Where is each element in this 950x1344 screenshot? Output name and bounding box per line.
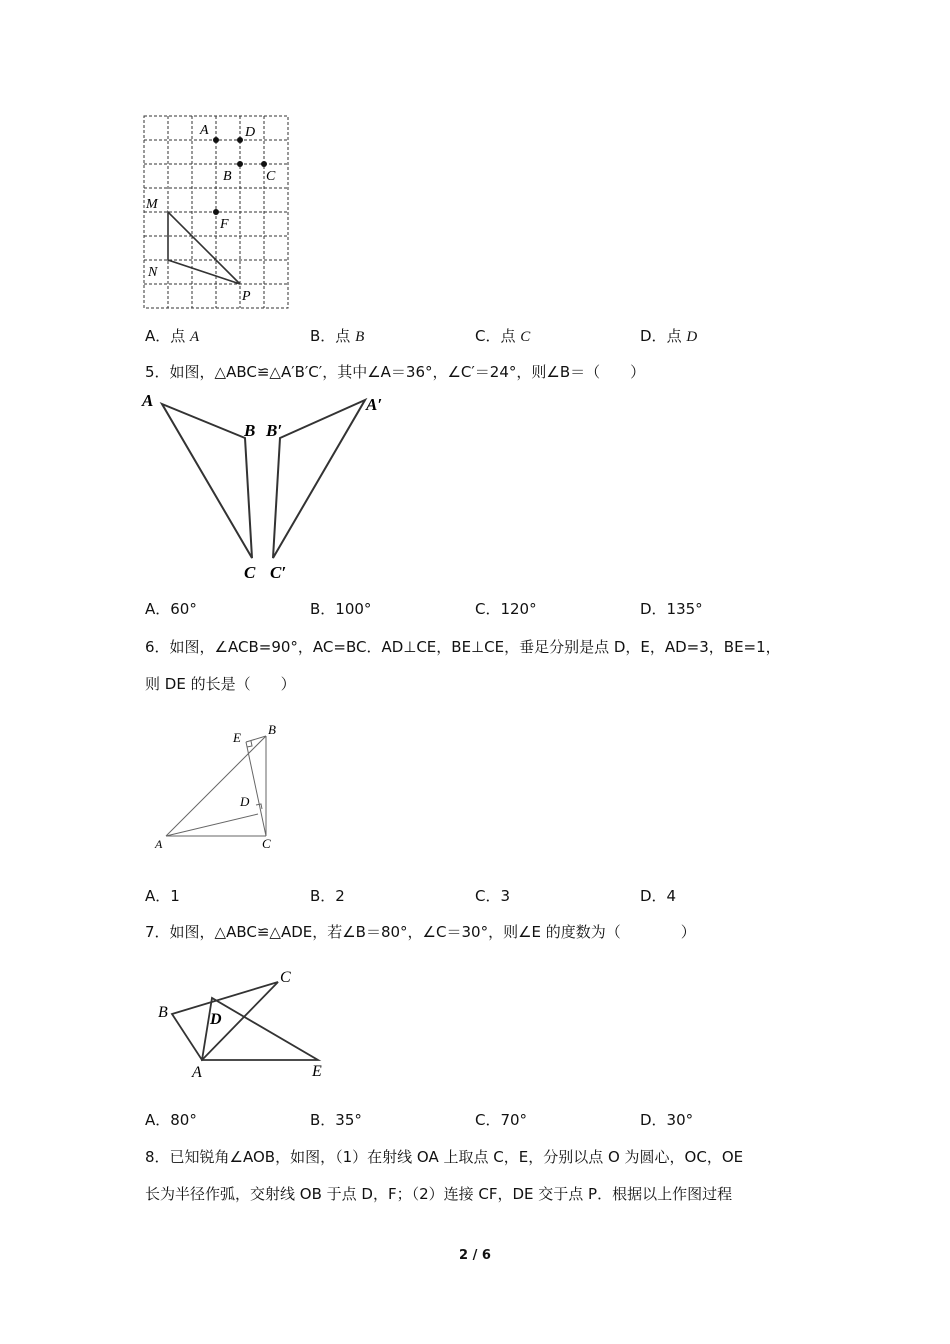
label-f: F (220, 217, 229, 232)
triangle-mnp (168, 212, 240, 284)
svg-text:A: A (155, 837, 163, 851)
svg-text:A: A (192, 1064, 202, 1081)
q4-option-b[interactable] (310, 325, 364, 346)
label-p: P (242, 289, 251, 304)
q7-figure (150, 962, 340, 1082)
svg-text:D: D (240, 794, 250, 809)
option-var: D (686, 329, 698, 345)
svg-text:B: B (244, 421, 256, 440)
svg-text:C′: C′ (270, 563, 287, 582)
svg-text:A′: A′ (366, 395, 383, 414)
q6-figure (150, 718, 290, 858)
point-b (237, 161, 243, 167)
svg-text:E: E (312, 1063, 322, 1080)
svg-text:B: B (158, 1004, 168, 1021)
q6-option-b[interactable]: B．2 (310, 887, 345, 905)
q7-question: 7．如图，△ABC≌△ADE，若∠B＝80°，∠C＝30°，则∠E 的度数为（ ） (145, 923, 696, 941)
point-c (261, 161, 267, 167)
option-text: 点 (500, 327, 521, 345)
q6-question-line2: 则 DE 的长是（ ） (145, 675, 296, 693)
option-text: 点 (666, 327, 687, 345)
svg-text:B: B (268, 722, 276, 737)
label-a: A (200, 123, 209, 138)
option-text: 点 (170, 327, 191, 345)
q7-option-d[interactable]: D．30° (640, 1111, 694, 1129)
option-text: 点 (335, 327, 356, 345)
q5-question: 5．如图，△ABC≌△A′B′C′，其中∠A＝36°，∠C′＝24°，则∠B＝（ ） (145, 363, 646, 381)
q4-option-a[interactable] (145, 325, 199, 346)
svg-text:E: E (233, 730, 241, 745)
q5-figure (140, 388, 400, 588)
q4-option-c[interactable] (475, 325, 530, 346)
option-var: C (520, 329, 531, 345)
option-var: B (355, 329, 365, 345)
option-letter: B． (310, 327, 336, 345)
option-letter: C． (475, 327, 501, 345)
q6-option-c[interactable]: C．3 (475, 887, 511, 905)
option-letter: A． (145, 327, 171, 345)
svg-text:A: A (142, 391, 154, 410)
q7-option-b[interactable]: B．35° (310, 1111, 362, 1129)
svg-text:D: D (210, 1011, 222, 1028)
q6-option-a[interactable]: A．1 (145, 887, 180, 905)
label-d: D (245, 125, 256, 140)
svg-text:C: C (280, 969, 291, 986)
q5-option-d[interactable]: D．135° (640, 600, 703, 618)
q5-option-b[interactable]: B．100° (310, 600, 372, 618)
q7-option-c[interactable]: C．70° (475, 1111, 528, 1129)
point-d (237, 137, 243, 143)
option-var: A (190, 329, 200, 345)
q6-question-line1: 6．如图，∠ACB=90°，AC=BC．AD⊥CE，BE⊥CE，垂足分别是点 D，E，AD=3，BE=1， (145, 638, 781, 656)
label-b: B (223, 169, 232, 184)
q8-question-line1: 8．已知锐角∠AOB，如图，（1）在射线 OA 上取点 C，E，分别以点 O 为圆心，OC，OE (145, 1148, 744, 1166)
q4-option-d[interactable] (640, 325, 697, 346)
page-number: 2 / 6 (459, 1248, 491, 1263)
q6-option-d[interactable]: D．4 (640, 887, 677, 905)
option-letter: D． (640, 327, 667, 345)
label-n: N (148, 265, 158, 280)
q8-question-line2: 长为半径作弧，交射线 OB 于点 D，F；（2）连接 CF，DE 交于点 P．根据以上作图过程 (145, 1185, 733, 1203)
label-m: M (146, 197, 158, 212)
svg-text:C: C (262, 836, 271, 851)
svg-text:B′: B′ (266, 421, 283, 440)
point-f (213, 209, 219, 215)
q5-option-c[interactable]: C．120° (475, 600, 537, 618)
q7-option-a[interactable]: A．80° (145, 1111, 197, 1129)
q4-grid-figure (140, 112, 292, 314)
point-a (213, 137, 219, 143)
svg-text:C: C (244, 563, 256, 582)
q5-option-a[interactable]: A．60° (145, 600, 197, 618)
label-c: C (266, 169, 276, 184)
